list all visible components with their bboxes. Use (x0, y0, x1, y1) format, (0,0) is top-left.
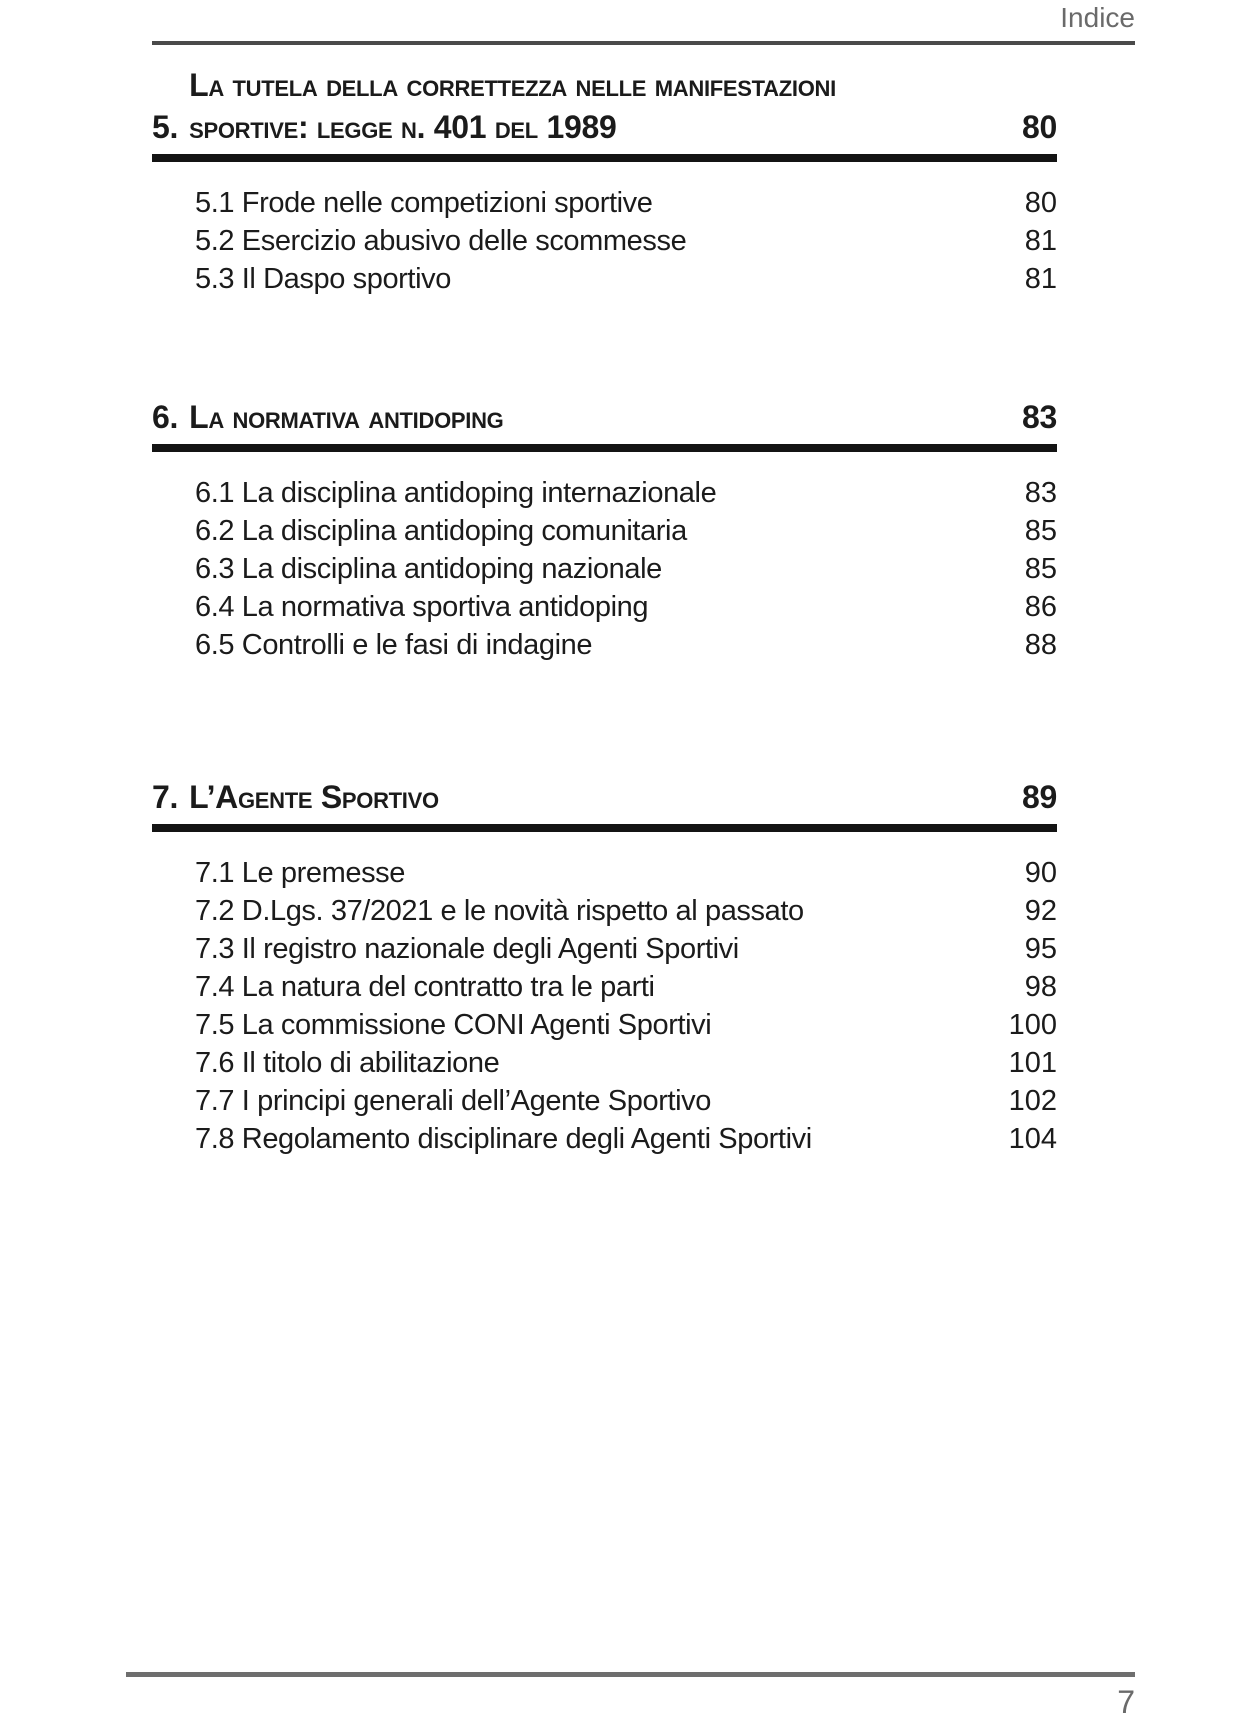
toc-entry (135, 968, 1057, 1006)
toc-entry (135, 260, 1057, 298)
toc-entry (135, 512, 1057, 550)
entry-label: 6.3 La disciplina antidoping nazionale (195, 553, 662, 585)
entry-page-number: 100 (1008, 1009, 1057, 1041)
toc-entry (135, 1120, 1057, 1158)
entry-page-number: 92 (1024, 895, 1057, 927)
entry-label: 5.1 Frode nelle competizioni sportive (195, 187, 653, 219)
entry-label: 6.2 La disciplina antidoping comunitaria (195, 515, 687, 547)
entry-label: 7.5 La commissione CONI Agenti Sportivi (195, 1009, 712, 1041)
toc-entry (135, 854, 1057, 892)
footer-rule (126, 1672, 1135, 1677)
entry-label: 5.3 Il Daspo sportivo (195, 263, 451, 295)
entry-label: 7.3 Il registro nazionale degli Agenti Sportivi (195, 933, 739, 965)
section-heading (152, 396, 1057, 452)
entry-label: 6.4 La normativa sportiva antidoping (195, 591, 649, 623)
entry-page-number: 102 (1008, 1085, 1057, 1117)
section-page-number: 83 (1022, 399, 1057, 435)
page-header (152, 2, 1135, 45)
toc-entry (135, 930, 1057, 968)
header-rule (152, 41, 1135, 45)
entry-page-number: 83 (1024, 477, 1057, 509)
entry-label: 7.7 I principi generali dell’Agente Sportivo (195, 1085, 711, 1117)
toc-section-7 (135, 776, 1057, 1158)
toc-entry (135, 588, 1057, 626)
section-title: La tutela della correttezza nelle manifestazioni sportive: legge n. 401 del 1989 (189, 67, 836, 145)
toc-entry (135, 626, 1057, 664)
entry-label: 7.6 Il titolo di abilitazione (195, 1047, 500, 1079)
entry-label: 7.2 D.Lgs. 37/2021 e le novità rispetto al passato (195, 895, 804, 927)
section-page-number: 89 (1022, 779, 1057, 815)
toc-entry (135, 1082, 1057, 1120)
entry-page-number: 81 (1024, 263, 1057, 295)
toc-entry (135, 222, 1057, 260)
entry-page-number: 88 (1024, 629, 1057, 661)
section-number: 6. (152, 399, 179, 435)
section-number: 5. (152, 109, 179, 145)
entry-page-number: 101 (1008, 1047, 1057, 1079)
section-heading (152, 64, 1057, 162)
entry-page-number: 86 (1024, 591, 1057, 623)
toc-entry (135, 892, 1057, 930)
toc-section-6 (135, 396, 1057, 664)
entry-page-number: 95 (1024, 933, 1057, 965)
section-entries (135, 184, 1057, 298)
section-title: La normativa antidoping (189, 399, 504, 435)
entry-page-number: 85 (1024, 553, 1057, 585)
section-heading (152, 776, 1057, 832)
entry-page-number: 81 (1024, 225, 1057, 257)
running-header-label: Indice (1060, 2, 1135, 33)
entry-label: 5.2 Esercizio abusivo delle scommesse (195, 225, 687, 257)
entry-label: 7.4 La natura del contratto tra le parti (195, 971, 655, 1003)
toc-entry (135, 474, 1057, 512)
entry-label: 7.8 Regolamento disciplinare degli Agenti Sportivi (195, 1123, 812, 1155)
footer-page-number: 7 (1117, 1684, 1135, 1720)
entry-label: 7.1 Le premesse (195, 857, 406, 889)
entry-label: 6.5 Controlli e le fasi di indagine (195, 629, 593, 661)
section-number: 7. (152, 779, 179, 815)
entry-page-number: 90 (1024, 857, 1057, 889)
toc-entry (135, 1006, 1057, 1044)
toc-section-5 (135, 64, 1057, 298)
entry-page-number: 85 (1024, 515, 1057, 547)
entry-label: 6.1 La disciplina antidoping internazionale (195, 477, 717, 509)
entry-page-number: 80 (1024, 187, 1057, 219)
page-footer (126, 1672, 1135, 1719)
section-entries (135, 854, 1057, 1158)
section-page-number: 80 (1022, 109, 1057, 145)
toc-entry (135, 1044, 1057, 1082)
entry-page-number: 98 (1024, 971, 1057, 1003)
toc-entry (135, 184, 1057, 222)
toc-entry (135, 550, 1057, 588)
section-title: L’Agente Sportivo (189, 779, 439, 815)
section-entries (135, 474, 1057, 664)
entry-page-number: 104 (1008, 1123, 1057, 1155)
